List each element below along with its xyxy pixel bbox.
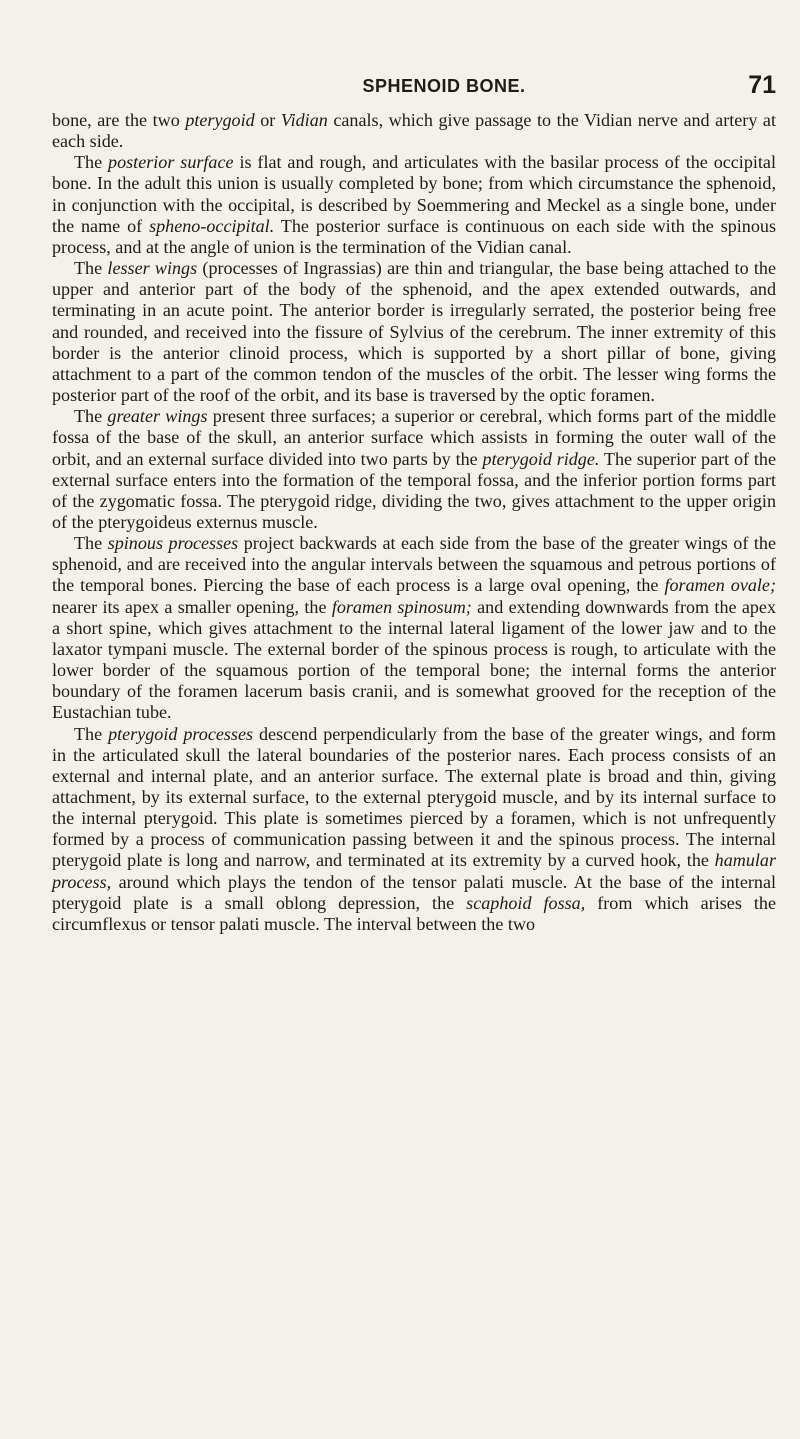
text-run: around which plays the tendon of the tensor palati muscle. At the base of the internal pterygoid plate is a small oblong depression, the — [52, 871, 776, 913]
text-run: The posterior surface is continuous on each side with the spinous process, and at the angle of union is the termination of the Vidian canal. — [52, 215, 776, 257]
italic-term: lesser wings — [107, 258, 198, 279]
text-run: nearer its apex a smaller opening, the — [52, 596, 332, 617]
text-run: or — [254, 110, 281, 130]
italic-term: foramen ovale; — [664, 575, 776, 596]
paragraph — [52, 258, 776, 406]
text-run: The — [74, 406, 108, 427]
text-run: descend perpendicularly from the base of the greater wings, and form in the articulated skull the lateral boundaries of the posterior nares. Each process consists of an external and internal plate, and an anterior surface. The external plate is broad and thin, giving attachment, by its external surface, to the external pterygoid muscle, and by its internal surface to the internal pterygoid. This plate is sometimes pierced by a foramen, which is not unfrequently formed by a process of communication passing between it and the spinous process. The internal pterygoid plate is long and narrow, and terminated at its extremity by a curved hook, the — [52, 723, 776, 871]
italic-term: pterygoid processes — [108, 723, 254, 744]
paragraph — [52, 406, 776, 533]
page-number: 71 — [748, 71, 776, 99]
page-header — [52, 71, 776, 104]
italic-term: hamular process, — [52, 850, 776, 892]
text-run: The — [74, 258, 108, 279]
text-run: The — [74, 723, 109, 744]
paragraph — [52, 533, 776, 723]
italic-term: spheno-occipital. — [149, 215, 275, 236]
italic-term: pterygoid ridge. — [482, 448, 600, 469]
text-run: (processes of Ingrassias) are thin and triangular, the base being attached to the upper and anterior part of the body of the sphenoid, and the apex extended outwards, and terminating in an acute point. The anterior border is irregularly serrated, the posterior being free and rounded, and received into the fissure of Sylvius of the cerebrum. The inner extremity of this border is the anterior clinoid process, which is supported by a short pillar of bone, giving attachment to a part of the common tendon of the muscles of the orbit. The lesser wing forms the posterior part of the roof of the orbit, and its base is traversed by the optic foramen. — [52, 258, 777, 406]
text-run: bone, are the two — [52, 110, 186, 130]
text-run: The superior part of the external surface enters into the formation of the temporal fossa, and the inferior portion forms part of the zygomatic fossa. The pterygoid ridge, dividing the two, gives attachment to the upper origin of the pterygoideus externus muscle. — [52, 448, 776, 532]
italic-term: greater wings — [107, 406, 208, 427]
text-run: from which arises the circumflexus or tensor palati muscle. The interval between the two — [52, 892, 776, 934]
running-head: SPHENOID BONE. — [362, 76, 526, 96]
text-run: canals, which give passage to the Vidian nerve and artery at each side. — [52, 110, 776, 152]
italic-term: foramen spinosum; — [331, 596, 472, 617]
text-run: and extending downwards from the apex a short spine, which gives attachment to the internal lateral ligament of the lower jaw and to the laxator tympani muscle. The external border of the spinous process is rough, to articulate with the lower border of the squamous portion of the temporal bone; the internal forms the anterior boundary of the foramen lacerum basis cranii, and is somewhat grooved for the reception of the Eustachian tube. — [52, 596, 776, 723]
paragraph — [52, 152, 776, 258]
paragraph — [52, 110, 776, 152]
italic-term: scaphoid fossa, — [466, 892, 586, 913]
text-run: is flat and rough, and articulates with the basilar process of the occipital bone. In the adult this union is usually completed by bone; from which circumstance the sphenoid, in conjunction with the occipital, is described by Soemmering and Meckel as a single bone, under the name of — [52, 152, 776, 236]
italic-term: pterygoid — [185, 110, 255, 130]
italic-term: spinous processes — [107, 533, 239, 554]
text-run: The — [74, 533, 108, 554]
body-text — [52, 110, 776, 935]
text-run: present three surfaces; a superior or cerebral, which forms part of the middle fossa of the base of the skull, an anterior surface which assists in forming the outer wall of the orbit, and an external surface divided into two parts by the — [52, 406, 777, 469]
italic-term: Vidian — [280, 110, 328, 130]
italic-term: posterior surface — [108, 152, 234, 173]
text-run: project backwards at each side from the base of the greater wings of the sphenoid, and are received into the angular intervals between the squamous and petrous portions of the temporal bones. Piercing the base of each process is a large oval opening, the — [52, 533, 777, 596]
paragraph — [52, 724, 776, 936]
text-run: The — [74, 152, 109, 173]
